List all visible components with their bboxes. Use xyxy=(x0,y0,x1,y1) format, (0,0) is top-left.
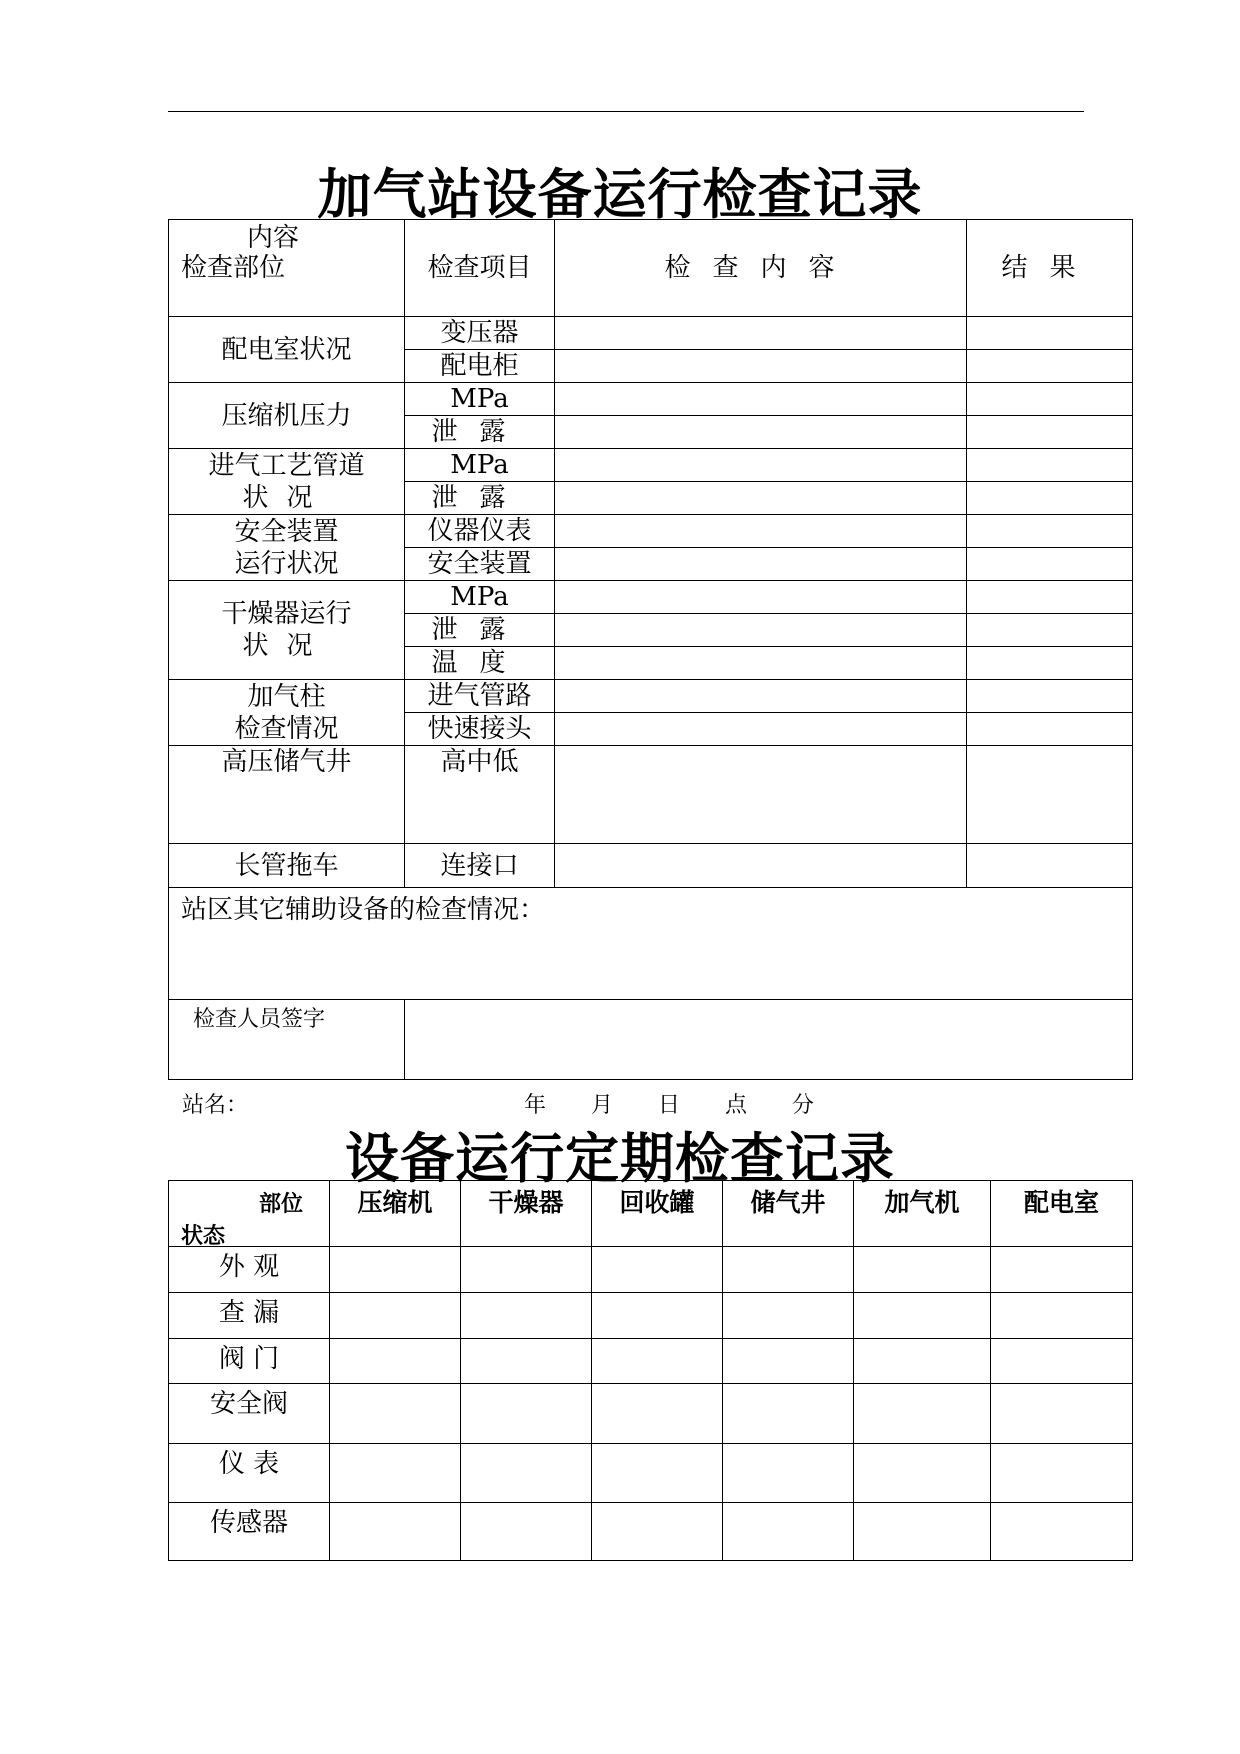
periodic-cell[interactable] xyxy=(592,1339,723,1384)
check-content-cell[interactable] xyxy=(555,416,967,449)
check-item: 变压器 xyxy=(405,317,555,350)
check-part-line: 进气工艺管道 xyxy=(208,450,365,481)
periodic-cell[interactable] xyxy=(991,1339,1133,1384)
check-part-line: 长管拖车 xyxy=(234,850,339,881)
check-row xyxy=(169,746,1133,844)
check-content-cell[interactable] xyxy=(555,746,967,844)
periodic-row xyxy=(169,1339,1133,1384)
check-content-cell[interactable] xyxy=(555,647,967,680)
diag2-top-label: 部位 xyxy=(259,1191,304,1217)
periodic-cell[interactable] xyxy=(461,1339,592,1384)
signature-label: 检查人员签字 xyxy=(169,1000,405,1080)
periodic-cell[interactable] xyxy=(592,1384,723,1444)
periodic-row xyxy=(169,1444,1133,1503)
periodic-cell[interactable] xyxy=(723,1503,854,1561)
periodic-cell[interactable] xyxy=(723,1339,854,1384)
periodic-cell[interactable] xyxy=(854,1339,991,1384)
check-result-cell[interactable] xyxy=(967,647,1133,680)
diag-bottom-label: 检查部位 xyxy=(181,253,286,283)
check-result-cell[interactable] xyxy=(967,317,1133,350)
check-result-cell[interactable] xyxy=(967,350,1133,383)
periodic-cell[interactable] xyxy=(330,1247,461,1293)
periodic-row xyxy=(169,1503,1133,1561)
check-result-cell[interactable] xyxy=(967,416,1133,449)
check-item: 温度 xyxy=(405,647,555,680)
periodic-cell[interactable] xyxy=(461,1293,592,1339)
check-content-cell[interactable] xyxy=(555,482,967,515)
check-content-cell[interactable] xyxy=(555,680,967,713)
periodic-cell[interactable] xyxy=(854,1503,991,1561)
check-result-cell[interactable] xyxy=(967,449,1133,482)
column-header: 回收罐 xyxy=(592,1181,723,1247)
periodic-row xyxy=(169,1293,1133,1339)
check-row xyxy=(169,449,1133,482)
check-part-line: 检查情况 xyxy=(234,713,339,744)
check-content-cell[interactable] xyxy=(555,350,967,383)
check-item: MPa xyxy=(405,581,555,614)
check-result-cell[interactable] xyxy=(967,548,1133,581)
check-result-cell[interactable] xyxy=(967,713,1133,746)
date-time-label: 年 月 日 点 分 xyxy=(524,1093,814,1118)
check-part-line: 运行状况 xyxy=(234,548,339,579)
check-part-line: 加气柱 xyxy=(247,681,326,712)
diagonal-header-cell-2 xyxy=(169,1181,330,1247)
check-part xyxy=(169,581,405,680)
periodic-cell[interactable] xyxy=(991,1503,1133,1561)
header-rule xyxy=(168,111,1084,112)
periodic-row-label: 传感器 xyxy=(169,1503,330,1561)
periodic-cell[interactable] xyxy=(592,1503,723,1561)
check-row xyxy=(169,844,1133,888)
periodic-cell[interactable] xyxy=(854,1384,991,1444)
check-result-cell[interactable] xyxy=(967,482,1133,515)
other-equipment-note[interactable]: 站区其它辅助设备的检查情况： xyxy=(169,888,1133,1000)
check-content-cell[interactable] xyxy=(555,713,967,746)
check-item: 高中低 xyxy=(405,746,555,844)
check-item: 仪器仪表 xyxy=(405,515,555,548)
periodic-row-label: 查 漏 xyxy=(169,1293,330,1339)
check-part-line: 压缩机压力 xyxy=(221,400,352,431)
periodic-cell[interactable] xyxy=(991,1293,1133,1339)
signature-field[interactable] xyxy=(405,1000,1133,1080)
check-item: 泄露 xyxy=(405,416,555,449)
periodic-cell[interactable] xyxy=(461,1503,592,1561)
periodic-cell[interactable] xyxy=(461,1384,592,1444)
form1-table xyxy=(168,219,1133,1080)
check-row xyxy=(169,680,1133,713)
check-item: 连接口 xyxy=(405,844,555,888)
check-row xyxy=(169,317,1133,350)
diag2-bottom-label: 状态 xyxy=(181,1223,226,1247)
periodic-cell[interactable] xyxy=(723,1444,854,1503)
check-row xyxy=(169,515,1133,548)
periodic-row xyxy=(169,1384,1133,1444)
column-header: 储气井 xyxy=(723,1181,854,1247)
periodic-cell[interactable] xyxy=(854,1247,991,1293)
check-item: 快速接头 xyxy=(405,713,555,746)
check-part-line: 高压储气井 xyxy=(221,747,352,777)
check-item: 配电柜 xyxy=(405,350,555,383)
check-part xyxy=(169,317,405,383)
periodic-row-label: 外 观 xyxy=(169,1247,330,1293)
check-item: 泄露 xyxy=(405,482,555,515)
form2-table xyxy=(168,1180,1133,1561)
check-content-cell[interactable] xyxy=(555,515,967,548)
check-item: 泄露 xyxy=(405,614,555,647)
check-item: MPa xyxy=(405,383,555,416)
item-header: 检查项目 xyxy=(405,220,555,317)
check-result-cell[interactable] xyxy=(967,614,1133,647)
check-result-cell[interactable] xyxy=(967,746,1133,844)
check-row xyxy=(169,581,1133,614)
periodic-cell[interactable] xyxy=(330,1293,461,1339)
periodic-cell[interactable] xyxy=(461,1444,592,1503)
periodic-cell[interactable] xyxy=(330,1339,461,1384)
periodic-cell[interactable] xyxy=(854,1444,991,1503)
check-content-cell[interactable] xyxy=(555,383,967,416)
column-header: 压缩机 xyxy=(330,1181,461,1247)
periodic-cell[interactable] xyxy=(592,1444,723,1503)
periodic-cell[interactable] xyxy=(854,1293,991,1339)
check-part xyxy=(169,515,405,581)
check-content-cell[interactable] xyxy=(555,844,967,888)
station-name-label: 站名： xyxy=(182,1093,249,1118)
form2-title: 设备运行定期检查记录 xyxy=(345,1127,895,1190)
check-row xyxy=(169,383,1133,416)
check-item: MPa xyxy=(405,449,555,482)
periodic-cell[interactable] xyxy=(461,1247,592,1293)
periodic-row-label: 安全阀 xyxy=(169,1384,330,1444)
check-result-cell[interactable] xyxy=(967,680,1133,713)
check-part-line: 干燥器运行 xyxy=(221,599,352,629)
check-result-cell[interactable] xyxy=(967,844,1133,888)
check-part xyxy=(169,746,405,844)
form1-title: 加气站设备运行检查记录 xyxy=(317,163,923,226)
result-header: 结果 xyxy=(967,220,1133,317)
check-part-line: 配电室状况 xyxy=(221,334,352,365)
check-content-cell[interactable] xyxy=(555,581,967,614)
content-header: 检查内容 xyxy=(555,220,967,317)
check-content-cell[interactable] xyxy=(555,548,967,581)
check-content-cell[interactable] xyxy=(555,614,967,647)
check-part xyxy=(169,844,405,888)
check-content-cell[interactable] xyxy=(555,449,967,482)
check-part xyxy=(169,449,405,515)
check-result-cell[interactable] xyxy=(967,581,1133,614)
column-header: 干燥器 xyxy=(461,1181,592,1247)
periodic-cell[interactable] xyxy=(991,1247,1133,1293)
periodic-row-label: 阀 门 xyxy=(169,1339,330,1384)
check-part-line: 状况 xyxy=(242,482,331,513)
check-item: 进气管路 xyxy=(405,680,555,713)
check-content-cell[interactable] xyxy=(555,317,967,350)
check-result-cell[interactable] xyxy=(967,515,1133,548)
diag-top-label: 内容 xyxy=(247,223,300,253)
periodic-cell[interactable] xyxy=(592,1293,723,1339)
periodic-cell[interactable] xyxy=(723,1384,854,1444)
periodic-row xyxy=(169,1247,1133,1293)
periodic-cell[interactable] xyxy=(991,1384,1133,1444)
periodic-cell[interactable] xyxy=(723,1293,854,1339)
check-part-line: 安全装置 xyxy=(234,516,339,547)
periodic-cell[interactable] xyxy=(723,1247,854,1293)
periodic-cell[interactable] xyxy=(592,1247,723,1293)
check-item: 安全装置 xyxy=(405,548,555,581)
periodic-row-label: 仪 表 xyxy=(169,1444,330,1503)
periodic-cell[interactable] xyxy=(991,1444,1133,1503)
check-part-line: 状况 xyxy=(242,631,331,661)
check-result-cell[interactable] xyxy=(967,383,1133,416)
column-header: 加气机 xyxy=(854,1181,991,1247)
periodic-cell[interactable] xyxy=(330,1503,461,1561)
periodic-cell[interactable] xyxy=(330,1384,461,1444)
column-header: 配电室 xyxy=(991,1181,1133,1247)
diagonal-header-cell xyxy=(169,220,405,317)
check-part xyxy=(169,383,405,449)
periodic-cell[interactable] xyxy=(330,1444,461,1503)
check-part xyxy=(169,680,405,746)
